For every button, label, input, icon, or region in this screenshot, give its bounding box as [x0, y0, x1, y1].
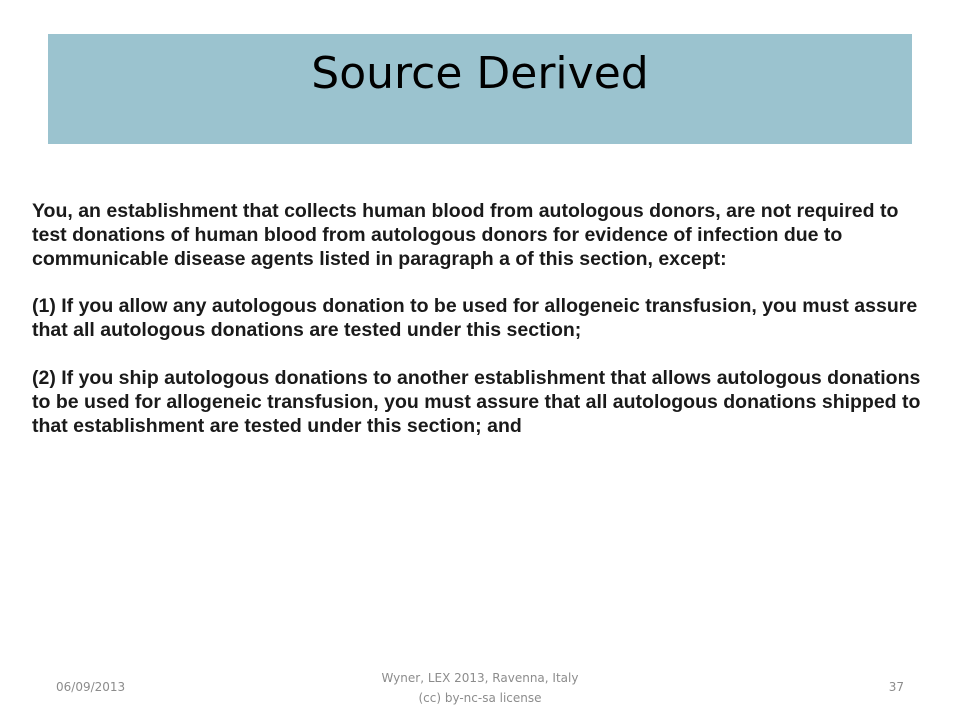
footer-page-number: 37: [888, 680, 904, 694]
body-paragraph-intro: You, an establishment that collects human blood from autologous donors, are not required to test donations of human blood from autologous donors for evidence of infection due to communicable disease agents listed in paragraph a of this section, except:: [32, 200, 899, 270]
footer-attribution-line-2: (cc) by-nc-sa license: [418, 691, 542, 705]
body-paragraph-item-2: (2) If you ship autologous donations to another establishment that allows autologous donations to be used for allogeneic transfusion, you must assure that all autologous donations shipped to that establishment are tested under this section; and: [32, 366, 921, 437]
slide-title-bar: [48, 34, 912, 144]
slide-title: Source Derived: [311, 48, 649, 99]
slide-body: [32, 200, 932, 462]
footer-attribution-line-1: Wyner, LEX 2013, Ravenna, Italy: [381, 671, 579, 685]
body-paragraph-item-1: (1) If you allow any autologous donation to be used for allogeneic transfusion, you must assure that all autologous donations are tested under this section;: [32, 295, 918, 342]
footer-date: 06/09/2013: [56, 680, 126, 694]
footer-attribution: [330, 668, 630, 708]
